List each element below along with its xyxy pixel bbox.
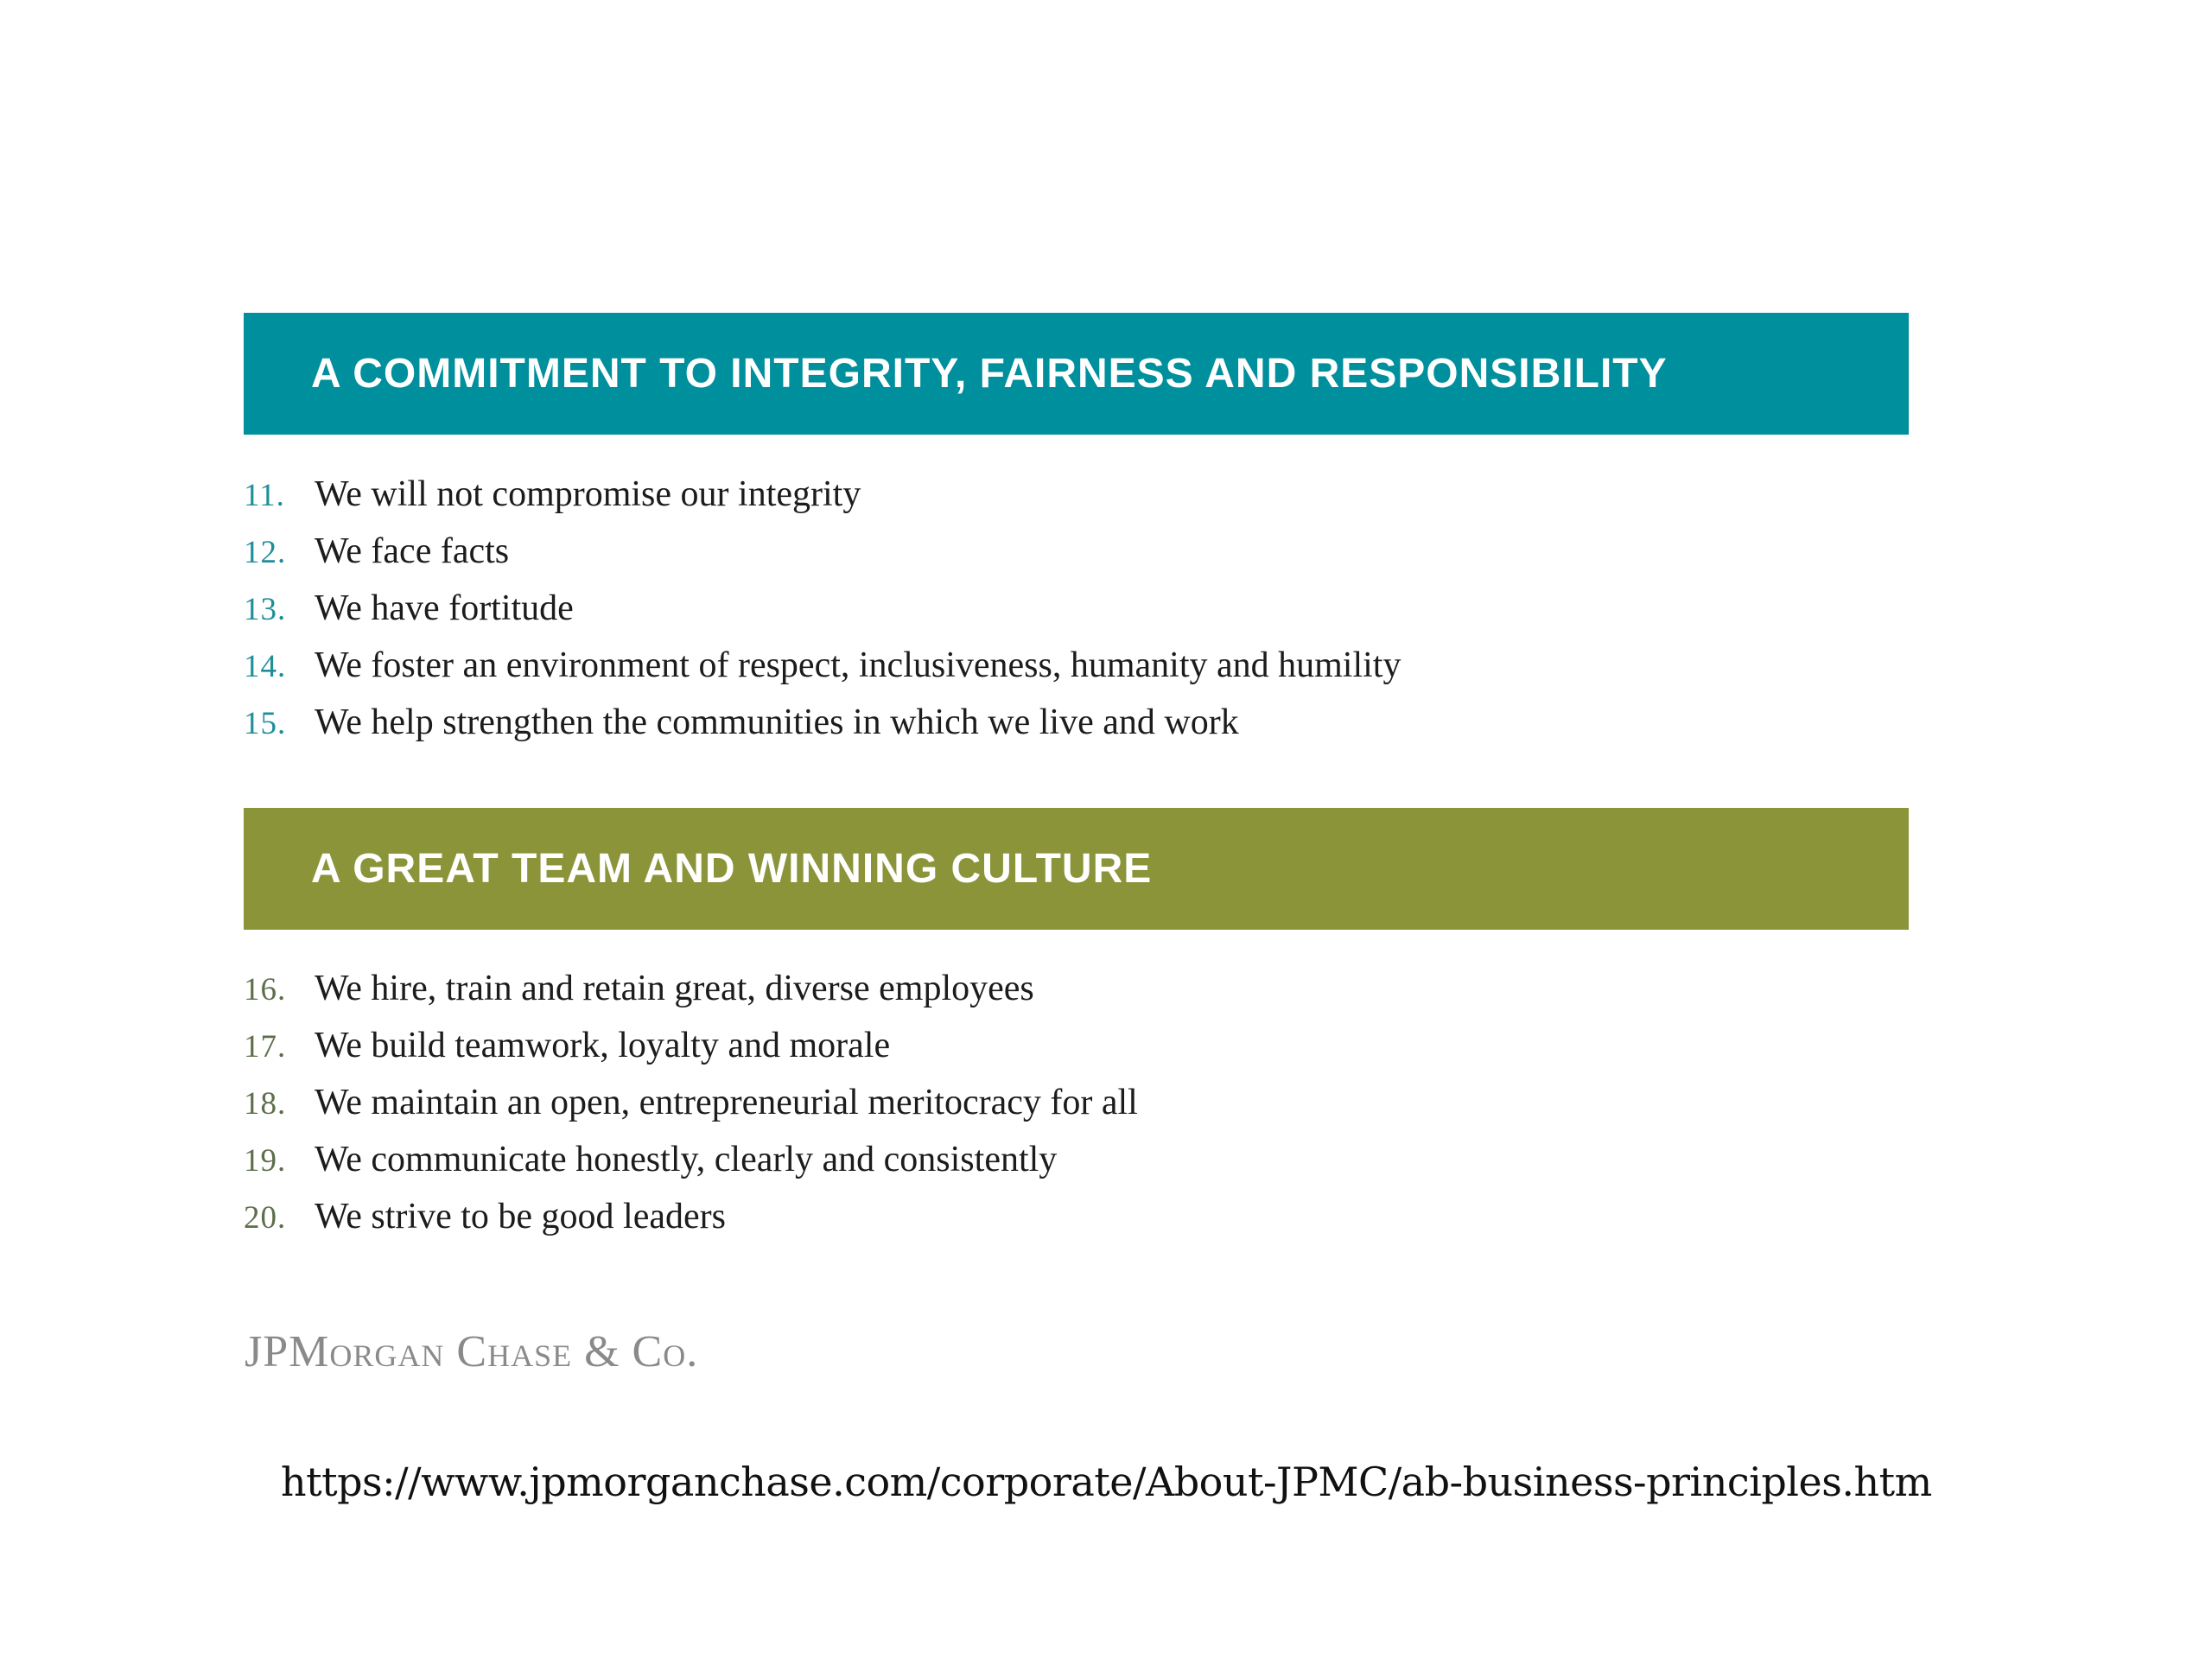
item-text: We help strengthen the communities in which we live and work bbox=[315, 702, 1239, 742]
item-text: We maintain an open, entrepreneurial meritocracy for all bbox=[315, 1083, 1138, 1122]
list-item bbox=[244, 702, 1401, 759]
item-number: 14. bbox=[244, 649, 287, 684]
source-url: https://www.jpmorganchase.com/corporate/About-JPMC/ab-business-principles.htm bbox=[281, 1459, 1932, 1505]
list-item bbox=[244, 588, 1401, 645]
section-heading-culture bbox=[244, 808, 1909, 930]
list-item bbox=[244, 474, 1401, 531]
list-item bbox=[244, 968, 1138, 1025]
list-item bbox=[244, 531, 1401, 588]
item-number: 16. bbox=[244, 972, 287, 1007]
list-item bbox=[244, 1025, 1138, 1082]
item-text: We strive to be good leaders bbox=[315, 1197, 726, 1236]
item-number: 15. bbox=[244, 706, 287, 741]
company-logo: JPMorgan Chase & Co. bbox=[245, 1327, 699, 1376]
section-heading-text: A COMMITMENT TO INTEGRITY, FAIRNESS AND RESPONSIBILITY bbox=[311, 351, 1668, 397]
item-text: We foster an environment of respect, inclusiveness, humanity and humility bbox=[315, 645, 1402, 685]
item-number: 19. bbox=[244, 1143, 287, 1179]
item-text: We build teamwork, loyalty and morale bbox=[315, 1026, 891, 1065]
section-heading-integrity bbox=[244, 313, 1909, 435]
item-number: 12. bbox=[244, 535, 287, 570]
item-number: 20. bbox=[244, 1200, 287, 1236]
item-number: 13. bbox=[244, 592, 287, 627]
principles-list-culture bbox=[244, 968, 1138, 1253]
section-heading-text: A GREAT TEAM AND WINNING CULTURE bbox=[311, 846, 1153, 892]
item-text: We face facts bbox=[315, 531, 510, 571]
item-text: We have fortitude bbox=[315, 588, 574, 628]
item-text: We will not compromise our integrity bbox=[315, 474, 861, 514]
list-item bbox=[244, 645, 1401, 702]
list-item bbox=[244, 1139, 1138, 1196]
item-text: We hire, train and retain great, diverse employees bbox=[315, 969, 1034, 1008]
list-item bbox=[244, 1196, 1138, 1253]
principles-list-integrity bbox=[244, 474, 1401, 759]
item-text: We communicate honestly, clearly and consistently bbox=[315, 1140, 1058, 1179]
list-item bbox=[244, 1082, 1138, 1139]
item-number: 18. bbox=[244, 1086, 287, 1122]
item-number: 11. bbox=[244, 478, 285, 513]
item-number: 17. bbox=[244, 1029, 287, 1065]
